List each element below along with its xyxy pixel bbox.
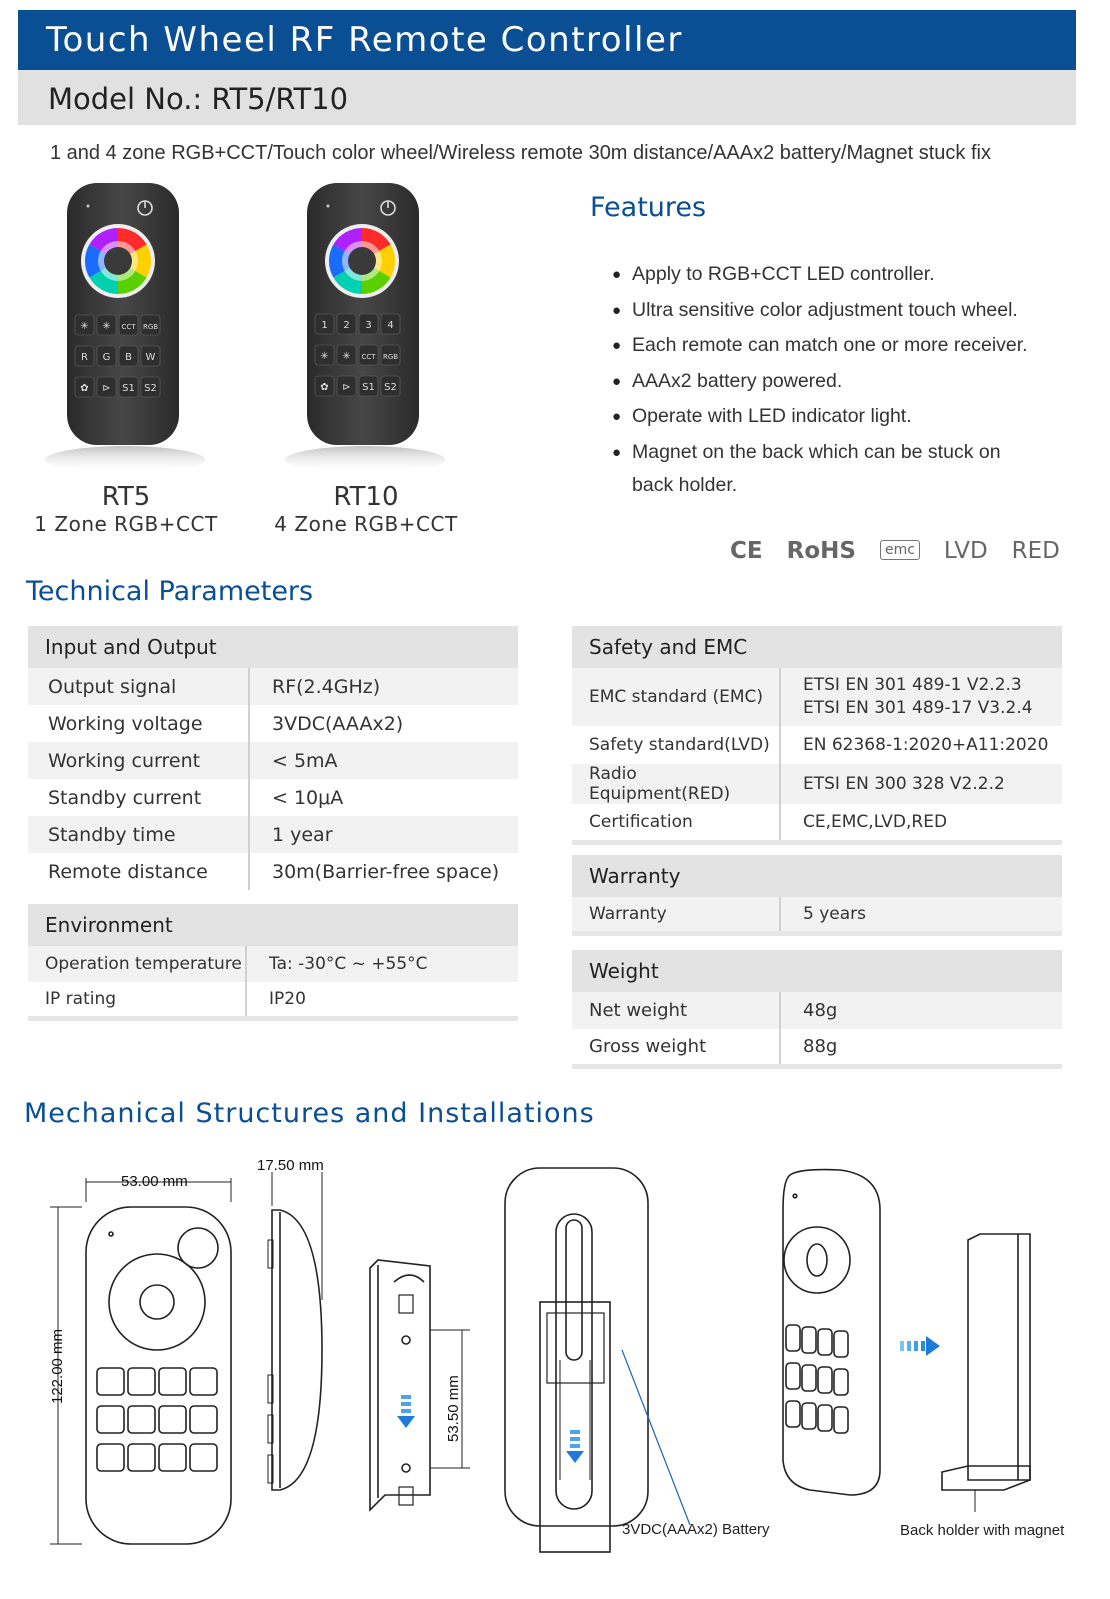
param-label: Operation temperature — [28, 946, 246, 982]
param-value: 5 years — [780, 897, 1062, 933]
remote-button-label: R — [81, 352, 88, 363]
remote-button-label: G — [102, 352, 111, 363]
remote-photos — [40, 175, 470, 480]
param-value: ETSI EN 301 489-17 V3.2.4 — [803, 698, 1033, 718]
back-holder-drawing — [942, 1234, 1030, 1512]
model-bar — [18, 70, 1076, 125]
param-value: CE,EMC,LVD,RED — [780, 804, 1062, 842]
param-label: Standby time — [28, 816, 249, 853]
drawing-key — [159, 1444, 186, 1471]
table-header: Input and Output — [28, 626, 518, 668]
environment-table — [28, 904, 518, 1021]
height-dimension: 122.00 mm — [49, 1328, 66, 1404]
feature-item: ● Operate with LED indicator light. — [612, 400, 1032, 421]
param-value: 30m(Barrier-free space) — [249, 853, 518, 890]
rt5-remote-image — [45, 183, 205, 474]
remote-button-label: ✳ — [320, 351, 329, 362]
remote-button-label: 2 — [343, 320, 350, 331]
feature-item: ● Each remote can match one or more receiver. — [612, 329, 1032, 350]
remote-button-label: ✳ — [80, 321, 89, 332]
feature-item: ● AAAx2 battery powered. — [612, 365, 1032, 386]
ce-logo: CE — [730, 538, 763, 564]
arrow-down-icon — [566, 1430, 584, 1463]
perspective-remote-drawing — [783, 1170, 880, 1495]
rt10-subtitle: 4 Zone RGB+CCT — [274, 512, 458, 536]
arrow-right-icon — [900, 1336, 940, 1356]
drawing-key — [128, 1368, 155, 1395]
color-wheel-icon — [81, 224, 155, 298]
param-label: Warranty — [572, 897, 780, 933]
remote-button-label: ✿ — [80, 383, 89, 394]
rt10-name: RT10 — [333, 482, 399, 512]
red-logo: RED — [1011, 538, 1060, 564]
emc-logo: emc — [880, 540, 920, 560]
remote-button-label: CCT — [361, 353, 376, 361]
param-label: Standby current — [48, 786, 202, 809]
param-value: RF(2.4GHz) — [249, 668, 518, 705]
param-label: Gross weight — [572, 1029, 780, 1066]
param-label: Output signal — [28, 668, 249, 705]
drawing-key — [190, 1406, 217, 1433]
drawing-key — [818, 1329, 832, 1355]
depth-dimension: 17.50 mm — [257, 1157, 324, 1174]
remote-button-label: S2 — [144, 383, 157, 394]
drawing-key — [818, 1405, 832, 1431]
param-value: 1 year — [249, 816, 518, 853]
side-view-drawing — [268, 1172, 322, 1490]
features-list — [612, 258, 1032, 516]
page-title: Touch Wheel RF Remote Controller — [46, 20, 683, 60]
param-value: < 5mA — [249, 742, 518, 779]
param-value: 88g — [780, 1029, 1062, 1066]
table-header: Warranty — [572, 855, 1062, 897]
drawing-key — [159, 1368, 186, 1395]
table-header: Safety and EMC — [572, 626, 1062, 668]
model-number: Model No.: RT5/RT10 — [48, 82, 349, 116]
safety-emc-table — [572, 626, 1062, 845]
remote-button-label: W — [145, 352, 156, 363]
feature-item: ● Apply to RGB+CCT LED controller. — [612, 258, 1032, 279]
remote-button-label: S1 — [362, 382, 375, 393]
remote-button-label: ⊳ — [342, 382, 351, 393]
drawing-key — [190, 1444, 217, 1471]
drawing-key — [128, 1444, 155, 1471]
param-label: Certification — [572, 804, 780, 842]
remote-button-label: S1 — [122, 383, 135, 394]
remote-button-label: B — [125, 352, 132, 363]
param-label: EMC standard (EMC) — [572, 668, 780, 726]
technical-parameters-title: Technical Parameters — [26, 576, 314, 607]
front-view-drawing — [50, 1178, 231, 1544]
mechanical-title: Mechanical Structures and Installations — [24, 1098, 595, 1129]
warranty-table — [572, 855, 1062, 936]
remote-button-label: ✳ — [102, 321, 111, 332]
table-header: Environment — [28, 904, 518, 946]
drawing-key — [97, 1368, 124, 1395]
table-header: Weight — [572, 950, 1062, 992]
feature-item: ● Magnet on the back which can be stuck on back holder. — [612, 436, 1032, 502]
drawing-key — [97, 1444, 124, 1471]
remote-button-label: CCT — [121, 323, 136, 331]
param-value: ETSI EN 301 489-1 V2.2.3 — [803, 675, 1022, 695]
rohs-logo: RoHS — [786, 538, 856, 564]
remote-button-label: ⊳ — [102, 383, 111, 394]
color-wheel-icon — [325, 224, 399, 298]
input-output-table — [28, 626, 518, 890]
lvd-logo: LVD — [943, 538, 988, 564]
drawing-key — [786, 1401, 800, 1427]
param-label: Safety standard(LVD) — [589, 735, 770, 755]
remote-button-label: RGB — [382, 353, 399, 361]
param-value: EN 62368-1:2020+A11:2020 — [780, 726, 1062, 764]
back-battery-drawing — [505, 1168, 690, 1552]
remote-button-label: 1 — [321, 320, 328, 331]
holder-caption: Back holder with magnet — [900, 1522, 1065, 1539]
param-value: IP20 — [246, 982, 518, 1018]
arrow-down-icon — [397, 1395, 415, 1428]
param-value: ETSI EN 300 328 V2.2.2 — [780, 764, 1062, 804]
rt5-name: RT5 — [101, 482, 151, 512]
param-value: 48g — [780, 992, 1062, 1029]
drawing-key — [786, 1363, 800, 1389]
title-bar — [18, 10, 1076, 70]
drawing-key — [818, 1367, 832, 1393]
remote-button-label: ✿ — [320, 382, 329, 393]
remote-button-label: 4 — [387, 320, 394, 331]
param-value: 3VDC(AAAx2) — [249, 705, 518, 742]
remote-button-label: ✳ — [342, 351, 351, 362]
drawing-key — [834, 1331, 848, 1357]
drawing-key — [159, 1406, 186, 1433]
param-label: Remote distance — [48, 860, 208, 883]
rt5-subtitle: 1 Zone RGB+CCT — [34, 512, 218, 536]
param-label: Radio Equipment(RED) — [572, 764, 780, 804]
drawing-key — [834, 1369, 848, 1395]
drawing-key — [97, 1406, 124, 1433]
drawing-key — [802, 1403, 816, 1429]
param-label: IP rating — [28, 982, 246, 1018]
feature-item: ● Ultra sensitive color adjustment touch wheel. — [612, 294, 1032, 315]
width-dimension: 53.00 mm — [121, 1173, 188, 1190]
battery-caption: 3VDC(AAAx2) Battery — [622, 1521, 770, 1538]
features-title: Features — [590, 192, 707, 223]
drawing-key — [802, 1327, 816, 1353]
mechanical-drawings — [0, 1150, 1110, 1570]
param-value: Ta: -30°C ~ +55°C — [246, 946, 518, 982]
drawing-key — [190, 1368, 217, 1395]
param-label: Working current — [28, 742, 249, 779]
tagline: 1 and 4 zone RGB+CCT/Touch color wheel/Wireless remote 30m distance/AAAx2 battery/Magnet stuck fix — [50, 142, 991, 164]
drawing-key — [128, 1406, 155, 1433]
rt10-remote-image — [285, 183, 445, 474]
drawing-key — [834, 1407, 848, 1433]
remote-button-label: RGB — [142, 323, 159, 331]
holder-dimension: 53.50 mm — [445, 1375, 462, 1442]
certification-logos — [730, 538, 1076, 564]
param-label: Working voltage — [48, 712, 203, 735]
param-label: Net weight — [572, 992, 780, 1029]
remote-button-label: S2 — [384, 382, 397, 393]
drawing-key — [786, 1325, 800, 1351]
drawing-key — [802, 1365, 816, 1391]
param-value: < 10μA — [249, 779, 518, 816]
weight-table — [572, 950, 1062, 1069]
remote-button-label: 3 — [365, 320, 372, 331]
